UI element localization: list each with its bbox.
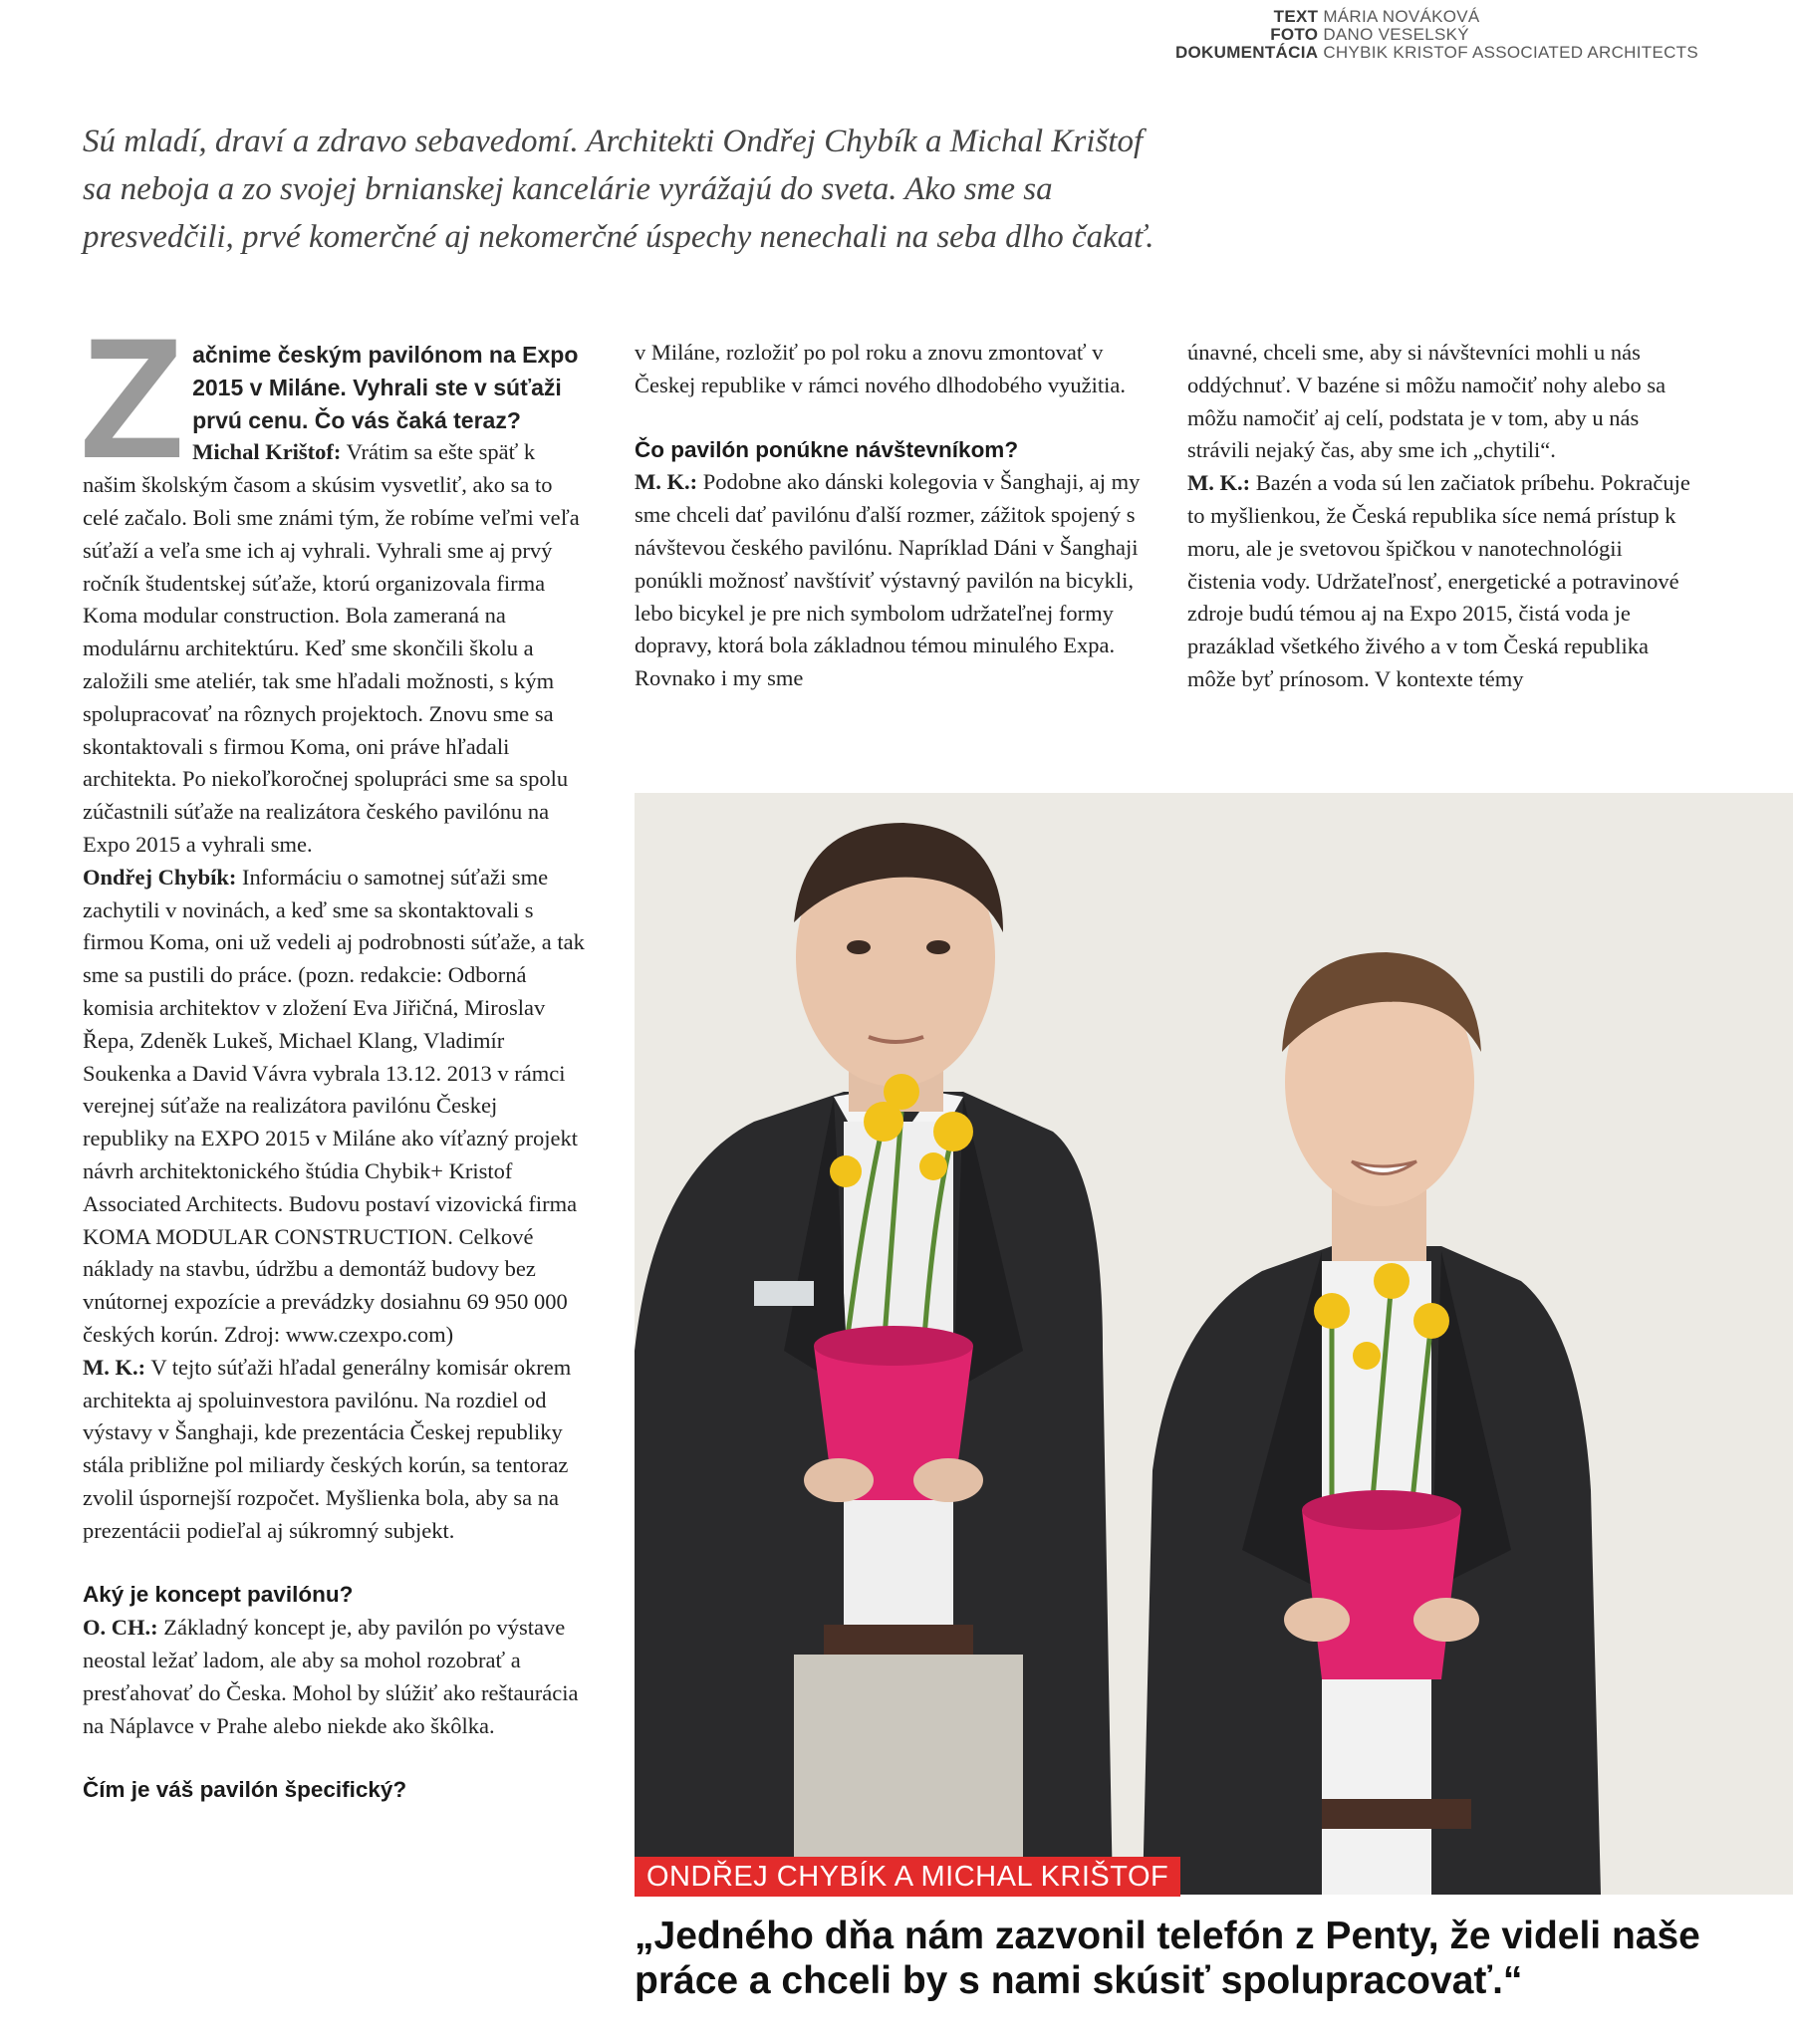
hand <box>804 1458 874 1502</box>
portrait-illustration <box>635 793 1793 1895</box>
article-column-3 <box>1187 337 1693 696</box>
belt-left <box>824 1625 973 1655</box>
daffodil <box>884 1074 919 1110</box>
credit-row <box>1104 44 1698 62</box>
credit-row <box>1104 8 1698 26</box>
credit-role: TEXT <box>1273 7 1319 26</box>
lead-paragraph: Sú mladí, draví a zdravo sebavedomí. Architekti Ondřej Chybík a Michal Krištof sa neboja a zo svojej brnianskej kancelárie vyrážajú do sveta. Ako sme sa presvedčili, prvé komerčné aj nekomerčné úspechy nenechali na seba dlho čakať. <box>83 124 1154 255</box>
credit-role: FOTO <box>1270 25 1319 44</box>
answer-text: Bazén a voda sú len začiatok príbehu. Pokračuje to myšlienkou, že Česká republika síce nemá prístup k moru, ale je svetovou špičkou v nanotechnológii čistenia vody. Udržateľnosť, energetické a potravinové zdroje budú témou aj na Expo 2015, čistá voda je prazáklad všetkého živého a v tom Česká republika môže byť prínosom. V kontexte témy <box>1187 470 1690 691</box>
credit-row <box>1104 26 1698 44</box>
daffodil <box>1413 1303 1449 1339</box>
pull-quote: „Jedného dňa nám zazvonil telefón z Penty, že videli naše práce a chceli by s nami skúsiť spolupracovať.“ <box>635 1915 1700 2002</box>
pot-rim-right <box>1302 1490 1461 1530</box>
answer-paragraph <box>1187 467 1693 696</box>
speaker-label: Ondřej Chybík: <box>83 864 237 890</box>
eye-left-b <box>926 940 950 954</box>
credits-block <box>1104 8 1698 62</box>
credit-name: MÁRIA NOVÁKOVÁ <box>1323 7 1480 26</box>
speaker-label: O. CH.: <box>83 1615 158 1641</box>
article-column-2 <box>635 337 1141 695</box>
daffodil <box>1314 1293 1350 1329</box>
answer-paragraph <box>83 436 589 861</box>
hand <box>913 1458 983 1502</box>
daffodil <box>1374 1263 1409 1299</box>
hand <box>1284 1598 1350 1642</box>
answer-text: Vrátim sa ešte späť k našim školským časom a skúsim vysvetliť, ako sa to celé začalo. Boli sme známi tým, že robíme veľmi veľa súťaží a veľa sme ich aj vyhrali. Vyhrali sme aj prvý ročník študentskej súťaže, ktorú organizovala firma Koma modular construction. Bola zameraná na modulárnu architektúru. Keď sme skončili školu a založili sme ateliér, tak sme hľadali možnosti, s kým spolupracovať na rôznych projektoch. Znovu sme sa skontaktovali s firmou Koma, oni práve hľadali architekta. Po niekoľkoročnej spolupráci sme sa spolu zúčastnili súťaže na realizátora českého pavilónu na Expo 2015 a vyhrali sme. <box>83 439 580 857</box>
hand <box>1413 1598 1479 1642</box>
answer-text: Základný koncept je, aby pavilón po výstave neostal ležať ladom, ale aby sa mohol rozobrať a presťahovať do Česka. Mohol by slúžiť ako reštaurácia na Náplavce v Prahe alebo niekde ako škôlka. <box>83 1615 579 1738</box>
answer-paragraph <box>83 862 589 1352</box>
daffodil <box>830 1155 862 1187</box>
pot-rim-left <box>814 1326 973 1366</box>
answer-text: Informáciu o samotnej súťaži sme zachytili v novinách, a keď sme sa skontaktovali s firmou Koma, oni už vedeli aj podrobnosti súťaže, a tak sme sa pustili do práce. (pozn. redakcie: Odborná komisia architektov v zložení Eva Jiřičná, Miroslav Řepa, Zdeněk Lukeš, Michael Klang, Vladimír Soukenka a David Vávra vybrala 13.12. 2013 v rámci verejnej súťaže na realizátora pavilónu Českej republiky na EXPO 2015 v Miláne ako víťazný projekt návrh architektonického štúdia Chybik+ Kristof Associated Architects. Budovu postaví vizovická firma KOMA MODULAR CONSTRUCTION. Celkové náklady na stavbu, údržbu a demontáž budovy bez vnútornej expozície a prevádzky dosiahnu 69 950 000 českých korún. Zdroj: www.czexpo.com) <box>83 864 585 1347</box>
credit-role: DOKUMENTÁCIA <box>1174 43 1319 62</box>
drop-cap: Z <box>80 303 185 494</box>
question-heading: Čo pavilón ponúkne návštevníkom? <box>635 436 1019 462</box>
pot-right <box>1302 1510 1461 1679</box>
eye-left-a <box>847 940 871 954</box>
speaker-label: M. K.: <box>635 469 698 495</box>
answer-text: Podobne ako dánski kolegovia v Šanghaji, aj my sme chceli dať pavilónu ďalší rozmer, zážitok spojený s návštevou českého pavilónu. Napríklad Dáni v Šanghaji ponúkli možnosť navštíviť výstavný pavilón na bicykli, lebo bicykel je pre nich symbolom udržateľnej formy dopravy, ktorá bola základnou témou minulého Expa. Rovnako i my sme <box>635 469 1141 691</box>
daffodil <box>1353 1342 1381 1370</box>
speaker-label: Michal Krištof: <box>192 439 342 465</box>
speaker-label: M. K.: <box>83 1354 146 1380</box>
credit-name: CHYBIK KRISTOF ASSOCIATED ARCHITECTS <box>1323 43 1698 62</box>
pocket-square <box>754 1281 814 1306</box>
portrait-photo <box>635 793 1793 1895</box>
daffodil <box>933 1112 973 1151</box>
continued-text: v Miláne, rozložiť po pol roku a znovu zmontovať v Českej republike v rámci nového dlhodobého využitia. <box>635 340 1127 397</box>
question-heading: Aký je koncept pavilónu? <box>83 1582 354 1608</box>
answer-paragraph <box>83 1612 589 1742</box>
article-column-1 <box>80 303 589 1807</box>
answer-paragraph <box>635 466 1141 695</box>
daffodil <box>919 1152 947 1180</box>
belt-right <box>1322 1799 1471 1829</box>
intro-question: ačnime českým pavilónom na Expo 2015 v Miláne. Vyhrali ste v súťaži prvú cenu. Čo vás čaká teraz? <box>192 342 579 433</box>
answer-text: V tejto súťaži hľadal generálny komisár okrem architekta aj spoluinvestora pavilónu. Na rozdiel od výstavy v Šanghaji, kde prezentácia Českej republiky stála približne pol miliardy českých korún, sa tentoraz zvolil úspornejší rozpočet. Myšlienka bola, aby sa na prezentácii podieľal aj súkromný subjekt. <box>83 1354 572 1543</box>
continued-text: únavné, chceli sme, aby si návštevníci mohli u nás oddýchnuť. V bazéne si môžu namočiť nohy alebo sa môžu namočiť aj celí, podstata je v tom, aby u nás strávili nejaký čas, aby sme ich „chytili“. <box>1187 340 1666 463</box>
speaker-label: M. K.: <box>1187 470 1251 496</box>
credit-name: DANO VESELSKÝ <box>1323 25 1469 44</box>
question-heading: Čím je váš pavilón špecifický? <box>83 1777 407 1803</box>
answer-paragraph <box>83 1352 589 1548</box>
caption-name-tag: ONDŘEJ CHYBÍK A MICHAL KRIŠTOF <box>635 1857 1180 1897</box>
